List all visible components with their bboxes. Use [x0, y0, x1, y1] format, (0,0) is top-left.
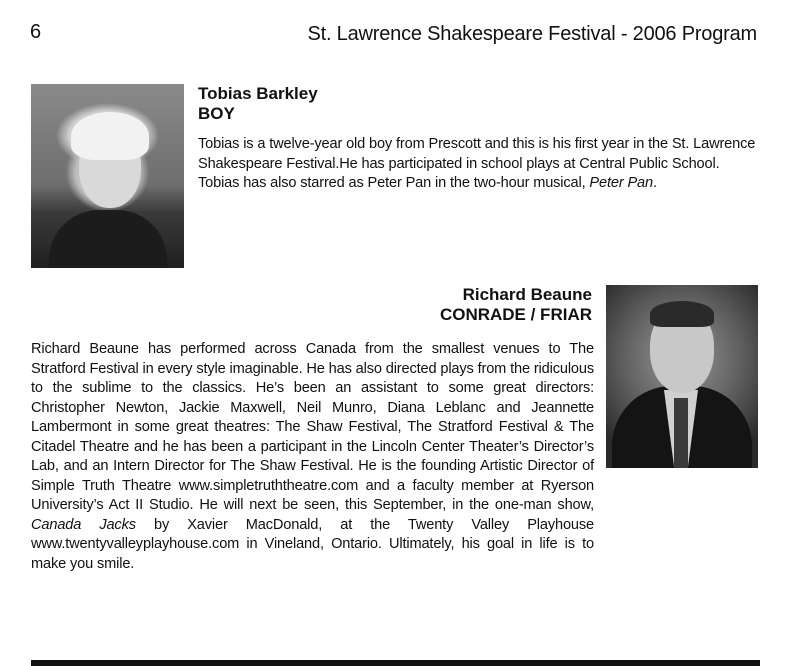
photo-hair [650, 301, 714, 327]
profile-bio [198, 135, 763, 194]
profile-name: Richard Beaune [462, 285, 592, 304]
bio-text: Tobias is a twelve-year old boy from Prescott and this is his first year in the St. Lawrence Shakespeare Festival.He has participated in school plays at Central Public School. Tobias has also starred as Peter Pan in the two-hour musical, [198, 136, 756, 191]
bio-italic-title: Peter Pan [589, 175, 653, 191]
photo-hair [71, 112, 149, 160]
photo-tie [674, 398, 688, 468]
bottom-rule [31, 660, 760, 666]
bio-text-end: . [652, 175, 657, 191]
bio-italic-title: Canada Jacks [31, 516, 136, 533]
profile-bio [31, 340, 594, 574]
tobias-barkley-photo [31, 84, 184, 268]
profile-role: CONRADE / FRIAR [439, 305, 592, 324]
page-number: 6 [30, 21, 42, 43]
photo-shirt [49, 210, 167, 268]
running-header: St. Lawrence Shakespeare Festival - 2006 Program [307, 23, 757, 45]
bio-text-end: by Xavier MacDonald, at the Twenty Valley Playhouse www.twentyvalleyplayhouse.com in Vineland, Ontario. Ultimately, his goal in life is to make you smile. [31, 516, 595, 572]
richard-beaune-photo [606, 285, 758, 468]
profile-role: BOY [198, 104, 235, 123]
profile-name: Tobias Barkley [198, 84, 318, 103]
bio-text: Richard Beaune has performed across Canada from the smallest venues to The Stratford Festival in every style imaginable. He has also directed plays from the ridiculous to the sublime to the classics. He’s been an assistant to some great directors: Christopher Newton, Jackie Maxwell, Neil Munro, Diana Leblanc and Jeannette Lambermont in some great theatres: The Shaw Festival, The Stratford Festival & The Citadel Theatre and he has been a participant in the Lincoln Center Theater’s Director’s Lab, and an Intern Director for The Shaw Festival. He is the founding Artistic Director of Simple Truth Theatre www.simpletruththeatre.com and a faculty member at Ryerson University’s Act II Studio. He will next be seen, this September, in the one-man show, [31, 341, 594, 513]
